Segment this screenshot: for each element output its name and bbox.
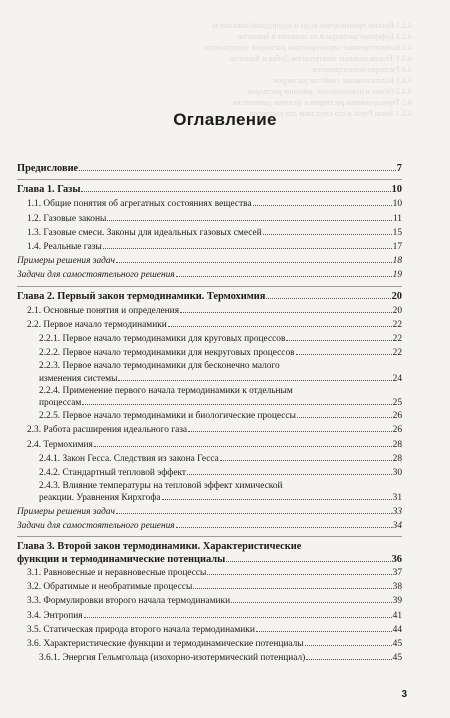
toc-entry-examples-2[interactable]: Примеры решения задач 33 (17, 506, 402, 517)
section-divider (17, 283, 402, 287)
section-divider (17, 533, 402, 537)
toc-entry-2-1[interactable]: 2.1. Основные понятия и определения 20 (27, 305, 402, 316)
toc-entry-3-2[interactable]: 3.2. Обратимые и необратимые процессы 38 (27, 582, 402, 593)
toc-entry-examples-1[interactable]: Примеры решения задач 18 (17, 256, 402, 267)
toc-entry-3-1[interactable]: 3.1. Равновесные и неравновесные процессы 37 (27, 567, 402, 578)
toc-entry-1-4[interactable]: 1.4. Реальные газы 17 (27, 241, 402, 252)
toc-entry-chapter-1[interactable]: Глава 1. Газы 10 (17, 184, 402, 196)
toc-entry-3-6-1[interactable]: 3.6.1. Энергия Гельмгольца (изохорно-изотермический потенциал) 45 (39, 653, 402, 664)
page-number: 3 (401, 689, 407, 700)
toc-entry-tasks-1[interactable]: Задачи для самостоятельного решения 19 (17, 270, 402, 281)
toc-entry-2-4[interactable]: 2.4. Термохимия 28 (27, 439, 402, 450)
toc-entry-2-2-4[interactable]: 2.2.4. Применение первого начала термодинамики к отдельным процессам 25 (39, 385, 402, 409)
toc-entry-1-1[interactable]: 1.1. Общие понятия об агрегатных состояниях вещества 10 (27, 199, 402, 210)
toc-entry-preface[interactable]: Предисловие 7 (17, 163, 402, 174)
toc-entry-2-2-5[interactable]: 2.2.5. Первое начало термодинамики и биологические процессы 26 (39, 411, 402, 422)
toc-entry-3-3[interactable]: 3.3. Формулировки второго начала термодинамики 39 (27, 596, 402, 607)
toc-entry-2-2-2[interactable]: 2.2.2. Первое начало термодинамики для некруговых процессов 22 (39, 348, 402, 359)
section-divider (17, 176, 402, 180)
toc-entry-3-4[interactable]: 3.4. Энтропия 41 (27, 610, 402, 621)
toc-entry-2-4-3[interactable]: 2.4.3. Влияние температуры на тепловой эффект химической реакции. Уравнения Кирхгофа 31 (39, 481, 402, 504)
toc-entry-2-3[interactable]: 2.3. Работа расширения идеального газа 26 (27, 425, 402, 436)
toc-entry-3-5[interactable]: 3.5. Статическая природа второго начала термодинамики 44 (27, 624, 402, 635)
toc-entry-2-4-2[interactable]: 2.4.2. Стандартный тепловой эффект 30 (39, 468, 402, 478)
show-through-text: 4.2.1 Ионное произведение воды и водородный показатель 4.2.2 Буферные растворы и их значение в биологии 4.3 Количественные характеристики растворов электролитов 4.3.1 Теория сильных электролитов Дебая и Хюккеля 4.4 Растворы неэлектролитов 4.4.1 Коллигативные свойства растворов 4.4.2 Осмос и осмотическое давление растворов 4.5 Термодинамика растворов и фазовые равновесия 4.5.1 Закон Рауля и его следствия для растворов (204, 21, 412, 118)
toc-entry-3-6[interactable]: 3.6. Характеристические функции и термодинамические потенциалы 45 (27, 638, 402, 649)
toc-entry-1-3[interactable]: 1.3. Газовые смеси. Законы для идеальных газовых смесей 15 (27, 227, 402, 238)
toc-entry-chapter-2[interactable]: Глава 2. Первый закон термодинамики. Термохимия 20 (17, 290, 402, 302)
toc-entry-tasks-2[interactable]: Задачи для самостоятельного решения 34 (17, 520, 402, 531)
toc-entry-2-2-3[interactable]: 2.2.3. Первое начало термодинамики для бесконечно малого изменения системы 24 (39, 361, 402, 384)
toc-entry-2-2[interactable]: 2.2. Первое начало термодинамики 22 (27, 319, 402, 330)
table-of-contents (17, 162, 402, 665)
toc-entry-2-4-1[interactable]: 2.4.1. Закон Гесса. Следствия из закона Гесса 28 (39, 453, 402, 464)
toc-entry-chapter-3[interactable]: Глава 3. Второй закон термодинамики. Характеристические функции и термодинамические потенциалы 36 (17, 540, 402, 565)
toc-entry-1-2[interactable]: 1.2. Газовые законы 11 (27, 213, 402, 224)
toc-entry-2-2-1[interactable]: 2.2.1. Первое начало термодинамики для круговых процессов 22 (39, 334, 402, 345)
page-title: Оглавление (173, 110, 277, 129)
